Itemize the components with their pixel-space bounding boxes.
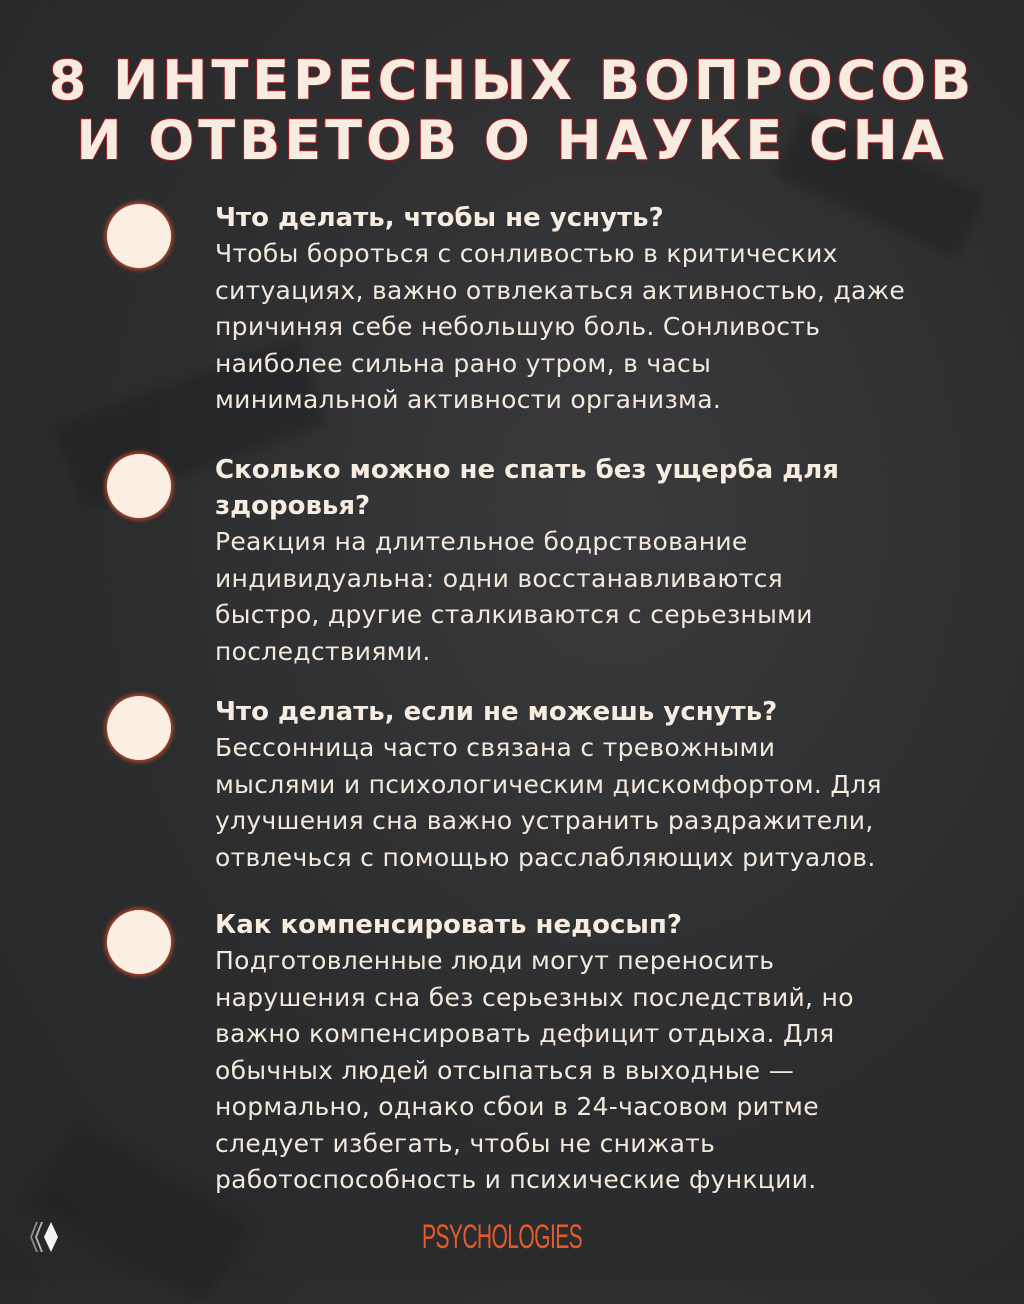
answer-line: следует избегать, чтобы не снижать: [215, 1128, 716, 1158]
bullet-circle-icon: [107, 204, 171, 268]
answer-line: Подготовленные люди могут переносить: [215, 946, 775, 975]
answer-line: нарушения сна без серьезных последствий, но: [215, 982, 854, 1012]
answer-line: индивидуальна: одни восстанавливаются: [215, 563, 783, 593]
answer-line: минимальной активности организма.: [215, 385, 722, 414]
answer-line: мыслями и психологическим дискомфортом. Для: [215, 769, 882, 799]
answer-line: работоспособность и психические функции.: [215, 1165, 817, 1194]
answer-line: причиняя себе небольшую боль. Сонливость: [215, 312, 821, 341]
qa-item-4: [215, 907, 975, 1199]
question: Что делать, чтобы не уснуть?: [215, 203, 664, 233]
answer-line: быстро, другие сталкиваются с серьезными: [215, 600, 813, 629]
bullet-circle-icon: [107, 454, 171, 518]
diamond-logo-icon: [24, 1220, 64, 1254]
title-line-2: И ОТВЕТОВ О НАУКЕ СНА: [76, 109, 948, 172]
answer-line: ситуациях, важно отвлекаться активностью, даже: [215, 275, 906, 305]
question: Что делать, если не можешь уснуть?: [215, 697, 778, 727]
answer-line: отвлечься с помощью расслабляющих ритуалов.: [215, 842, 876, 872]
qa-item-2: [215, 452, 975, 670]
answer-line: последствиями.: [215, 636, 431, 666]
answer-line: Реакция на длительное бодрствование: [215, 527, 748, 556]
answer-line: улучшения сна важно устранить раздражители,: [215, 806, 874, 835]
answer-line: обычных людей отсыпаться в выходные —: [215, 1055, 795, 1085]
answer-line: Бессонница часто связана с тревожными: [215, 733, 776, 762]
question: Сколько можно не спать без ущерба для: [215, 455, 839, 485]
bullet-circle-icon: [107, 910, 171, 974]
answer-line: Чтобы бороться с сонливостью в критических: [215, 239, 838, 268]
title-line-1: 8 ИНТЕРЕСНЫХ ВОПРОСОВ: [48, 49, 976, 112]
question: здоровья?: [215, 491, 371, 521]
psychologies-logo: PSYCHOLOGIES: [422, 1218, 583, 1256]
answer-line: нормально, однако сбои в 24-часовом ритме: [215, 1092, 819, 1121]
bullet-circle-icon: [107, 696, 171, 760]
answer-line: важно компенсировать дефицит отдыха. Для: [215, 1019, 835, 1048]
page-title: [0, 50, 1024, 172]
qa-item-3: [215, 694, 975, 876]
question: Как компенсировать недосып?: [215, 910, 682, 940]
qa-item-1: [215, 200, 975, 419]
answer-line: наиболее сильна рано утром, в часы: [215, 348, 712, 378]
